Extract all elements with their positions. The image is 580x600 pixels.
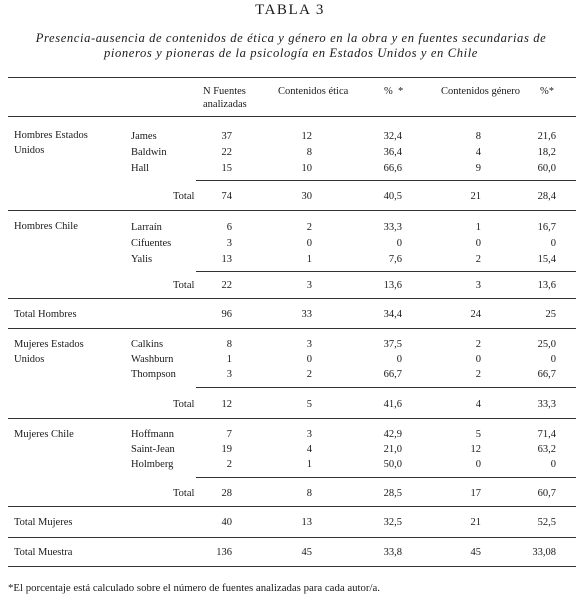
author-name: Saint-Jean	[131, 444, 175, 455]
cell-pct-etica: 0	[396, 238, 402, 249]
cell-genero: 21	[470, 191, 481, 202]
author-name: Thompson	[131, 369, 176, 380]
cell-n: 40	[221, 517, 232, 528]
cell-genero: 2	[475, 369, 481, 380]
cell-genero: 4	[475, 399, 481, 410]
author-name: Calkins	[131, 339, 164, 350]
cell-pct-genero: 28,4	[537, 191, 556, 202]
author-name: Larraín	[131, 222, 162, 233]
cell-n: 12	[221, 399, 232, 410]
cell-pct-genero: 63,2	[537, 444, 556, 455]
author-name: Yalis	[131, 254, 153, 265]
cell-genero: 1	[475, 222, 481, 233]
group-label: Hombres Chile	[14, 221, 78, 232]
cell-pct-genero: 15,4	[537, 254, 556, 265]
cell-etica: 3	[306, 339, 312, 350]
cell-pct-genero: 0	[550, 459, 556, 470]
cell-pct-genero: 21,6	[537, 131, 556, 142]
summary-label: Total Hombres	[14, 309, 77, 320]
cell-pct-etica: 21,0	[383, 444, 402, 455]
cell-genero: 45	[470, 547, 481, 558]
cell-pct-etica: 50,0	[383, 459, 402, 470]
cell-genero: 17	[470, 488, 481, 499]
cell-genero: 5	[475, 429, 481, 440]
total-label: Total	[173, 191, 195, 202]
cell-etica: 12	[301, 131, 312, 142]
summary-label: Total Muestra	[14, 547, 73, 558]
cell-pct-etica: 33,3	[383, 222, 402, 233]
cell-n: 3	[226, 369, 232, 380]
cell-n: 37	[221, 131, 232, 142]
cell-genero: 0	[475, 238, 481, 249]
cell-pct-etica: 13,6	[383, 280, 402, 291]
author-name: Hoffmann	[131, 429, 174, 440]
cell-etica: 5	[306, 399, 312, 410]
cell-pct-etica: 66,7	[383, 369, 402, 380]
cell-n: 136	[216, 547, 232, 558]
cell-etica: 0	[306, 354, 312, 365]
cell-pct-genero: 60,0	[537, 163, 556, 174]
cell-pct-etica: 7,6	[388, 254, 402, 265]
cell-pct-genero: 60,7	[537, 488, 556, 499]
table-title: TABLA 3	[255, 2, 325, 18]
subtotal-rule	[196, 180, 576, 181]
cell-genero: 8	[475, 131, 481, 142]
cell-n: 19	[221, 444, 232, 455]
group-rule	[8, 298, 576, 299]
table-bottom-rule	[8, 566, 576, 567]
cell-etica: 4	[306, 444, 312, 455]
cell-etica: 1	[306, 459, 312, 470]
group-label: Hombres Estados Unidos	[14, 130, 88, 156]
cell-genero: 2	[475, 254, 481, 265]
header-contenidos-etica: Contenidos ética	[278, 86, 349, 97]
group-rule	[8, 418, 576, 419]
cell-etica: 8	[306, 147, 312, 158]
footnote: *El porcentaje está calculado sobre el número de fuentes analizadas para cada autor/a.	[8, 582, 381, 594]
cell-pct-etica: 32,5	[383, 517, 402, 528]
author-name: Washburn	[131, 354, 174, 365]
cell-pct-etica: 28,5	[383, 488, 402, 499]
cell-pct-genero: 33,08	[532, 547, 556, 558]
cell-etica: 10	[301, 163, 312, 174]
table-subtitle: Presencia-ausencia de contenidos de ética y género en la obra y en fuentes secundarias de pioneros y pioneras de la psicología en Estados Unidos y en Chile	[35, 31, 547, 60]
cell-pct-etica: 37,5	[383, 339, 402, 350]
cell-pct-genero: 52,5	[537, 517, 556, 528]
cell-pct-genero: 71,4	[537, 429, 556, 440]
total-label: Total	[173, 399, 195, 410]
cell-pct-genero: 25,0	[537, 339, 556, 350]
header-rule	[8, 116, 576, 117]
summary-label: Total Mujeres	[14, 517, 73, 528]
subtotal-rule	[196, 271, 576, 272]
cell-genero: 0	[475, 354, 481, 365]
group-rule	[8, 506, 576, 507]
cell-genero: 12	[470, 444, 481, 455]
cell-pct-etica: 33,8	[383, 547, 402, 558]
cell-pct-genero: 0	[550, 238, 556, 249]
cell-pct-genero: 13,6	[537, 280, 556, 291]
cell-n: 6	[226, 222, 232, 233]
cell-etica: 8	[306, 488, 312, 499]
cell-n: 3	[226, 238, 232, 249]
cell-n: 22	[221, 147, 232, 158]
header-n-fuentes: N Fuentes analizadas	[203, 86, 247, 110]
cell-genero: 21	[470, 517, 481, 528]
cell-genero: 0	[475, 459, 481, 470]
cell-genero: 2	[475, 339, 481, 350]
cell-pct-etica: 36,4	[383, 147, 402, 158]
total-label: Total	[173, 280, 195, 291]
cell-n: 22	[221, 280, 232, 291]
cell-n: 8	[226, 339, 232, 350]
cell-pct-etica: 42,9	[383, 429, 402, 440]
cell-genero: 3	[475, 280, 481, 291]
cell-pct-genero: 18,2	[537, 147, 556, 158]
cell-n: 7	[226, 429, 232, 440]
cell-pct-genero: 0	[550, 354, 556, 365]
cell-n: 96	[221, 309, 232, 320]
header-contenidos-genero: Contenidos género	[441, 86, 521, 97]
cell-genero: 4	[475, 147, 481, 158]
cell-pct-etica: 34,4	[383, 309, 402, 320]
group-rule	[8, 537, 576, 538]
cell-etica: 1	[306, 254, 312, 265]
cell-genero: 24	[470, 309, 481, 320]
group-label: Mujeres Estados Unidos	[14, 339, 84, 365]
cell-etica: 0	[306, 238, 312, 249]
cell-etica: 30	[301, 191, 312, 202]
cell-pct-genero: 33,3	[537, 399, 556, 410]
author-name: Baldwin	[131, 147, 167, 158]
cell-pct-etica: 32,4	[383, 131, 402, 142]
cell-etica: 3	[306, 280, 312, 291]
cell-n: 2	[226, 459, 232, 470]
cell-pct-etica: 41,6	[383, 399, 402, 410]
subtotal-rule	[196, 387, 576, 388]
group-label: Mujeres Chile	[14, 429, 74, 440]
cell-pct-genero: 66,7	[537, 369, 556, 380]
cell-n: 15	[221, 163, 232, 174]
cell-etica: 2	[306, 369, 312, 380]
author-name: Cifuentes	[131, 238, 172, 249]
cell-etica: 45	[301, 547, 312, 558]
cell-pct-genero: 16,7	[537, 222, 556, 233]
total-label: Total	[173, 488, 195, 499]
cell-pct-etica: 0	[396, 354, 402, 365]
header-pct-etica: % *	[384, 86, 404, 97]
cell-etica: 2	[306, 222, 312, 233]
cell-pct-genero: 25	[545, 309, 556, 320]
cell-etica: 13	[301, 517, 312, 528]
cell-n: 13	[221, 254, 232, 265]
author-name: Holmberg	[131, 459, 174, 470]
cell-etica: 33	[301, 309, 312, 320]
cell-pct-etica: 66,6	[383, 163, 402, 174]
subtotal-rule	[196, 477, 576, 478]
group-rule	[8, 328, 576, 329]
cell-genero: 9	[475, 163, 481, 174]
cell-etica: 3	[306, 429, 312, 440]
author-name: James	[131, 131, 157, 142]
cell-pct-etica: 40,5	[383, 191, 402, 202]
header-pct-genero: %*	[540, 86, 554, 97]
group-rule	[8, 210, 576, 211]
author-name: Hall	[131, 163, 150, 174]
cell-n: 74	[221, 191, 232, 202]
cell-n: 1	[226, 354, 232, 365]
cell-n: 28	[221, 488, 232, 499]
table-top-rule	[8, 77, 576, 78]
